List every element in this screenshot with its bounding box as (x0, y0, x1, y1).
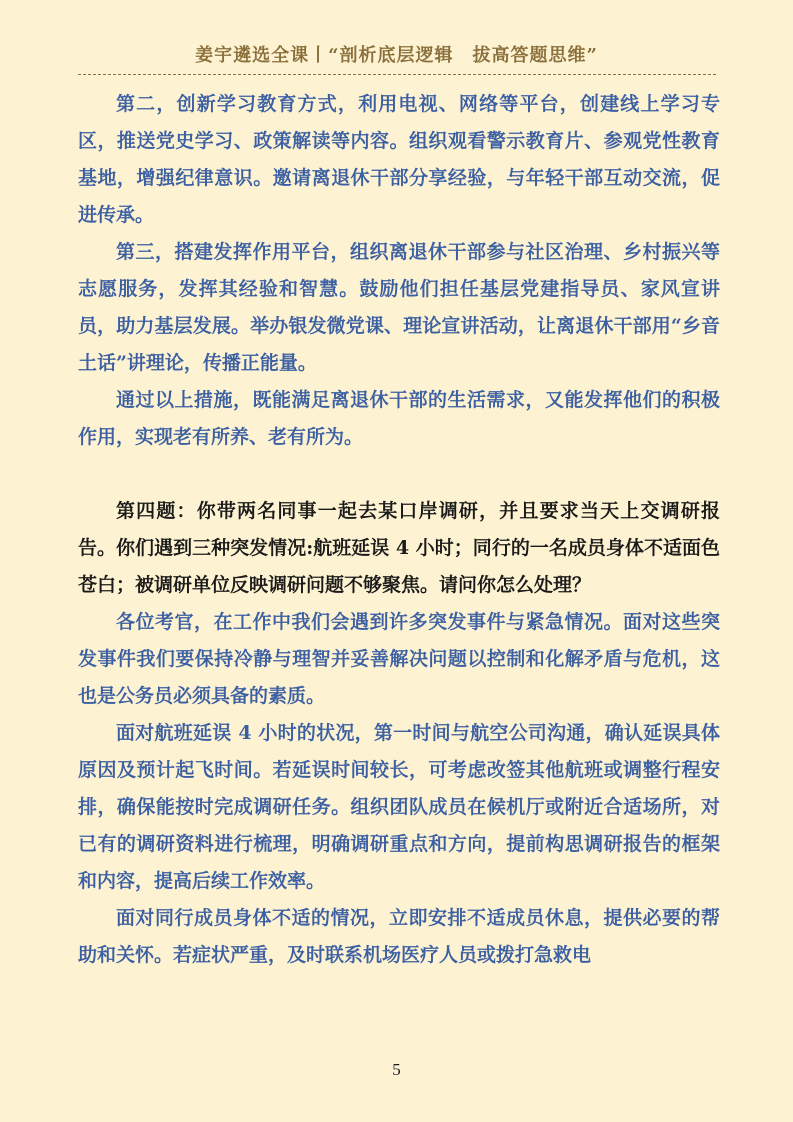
answer-paragraph: 各位考官，在工作中我们会遇到许多突发事件与紧急情况。面对这些突发事件我们要保持冷静与理智并妥善解决问题以控制和化解矛盾与危机，这也是公务员必须具备的素质。 (78, 611, 720, 707)
page-number: 5 (392, 1060, 401, 1079)
page-header: 姜宇遴选全课丨“剖析底层逻辑 拔高答题思维” (195, 45, 598, 66)
paragraph-gap (78, 456, 720, 493)
body-paragraph: 通过以上措施，既能满足离退休干部的生活需求，又能发挥他们的积极作用，实现老有所养、老有所为。 (78, 389, 720, 448)
body-paragraph: 第三，搭建发挥作用平台，组织离退休干部参与社区治理、乡村振兴等志愿服务，发挥其经验和智慧。鼓励他们担任基层党建指导员、家风宣讲员，助力基层发展。举办银发微党课、理论宣讲活动，让离退休干部用“乡音土话”讲理论，传播正能量。 (78, 241, 720, 374)
answer-paragraph: 面对同行成员身体不适的情况，立即安排不适成员休息，提供必要的帮助和关怀。若症状严重，及时联系机场医疗人员或拨打急救电 (78, 907, 720, 966)
body-paragraph: 第二，创新学习教育方式，利用电视、网络等平台，创建线上学习专区，推送党史学习、政策解读等内容。组织观看警示教育片、参观党性教育基地，增强纪律意识。邀请离退休干部分享经验，与年轻干部互动交流，促进传承。 (78, 93, 720, 226)
question-paragraph: 第四题：你带两名同事一起去某口岸调研，并且要求当天上交调研报告。你们遇到三种突发情况:航班延误 4 小时；同行的一名成员身体不适面色苍白；被调研单位反映调研问题不够聚焦。请问你怎么处理？ (78, 500, 720, 596)
document-body (78, 86, 720, 974)
answer-paragraph: 面对航班延误 4 小时的状况，第一时间与航空公司沟通，确认延误具体原因及预计起飞时间。若延误时间较长，可考虑改签其他航班或调整行程安排，确保能按时完成调研任务。组织团队成员在候机厅或附近合适场所，对已有的调研资料进行梳理，明确调研重点和方向，提前构思调研报告的框架和内容，提高后续工作效率。 (78, 722, 720, 892)
header-divider (78, 74, 716, 75)
